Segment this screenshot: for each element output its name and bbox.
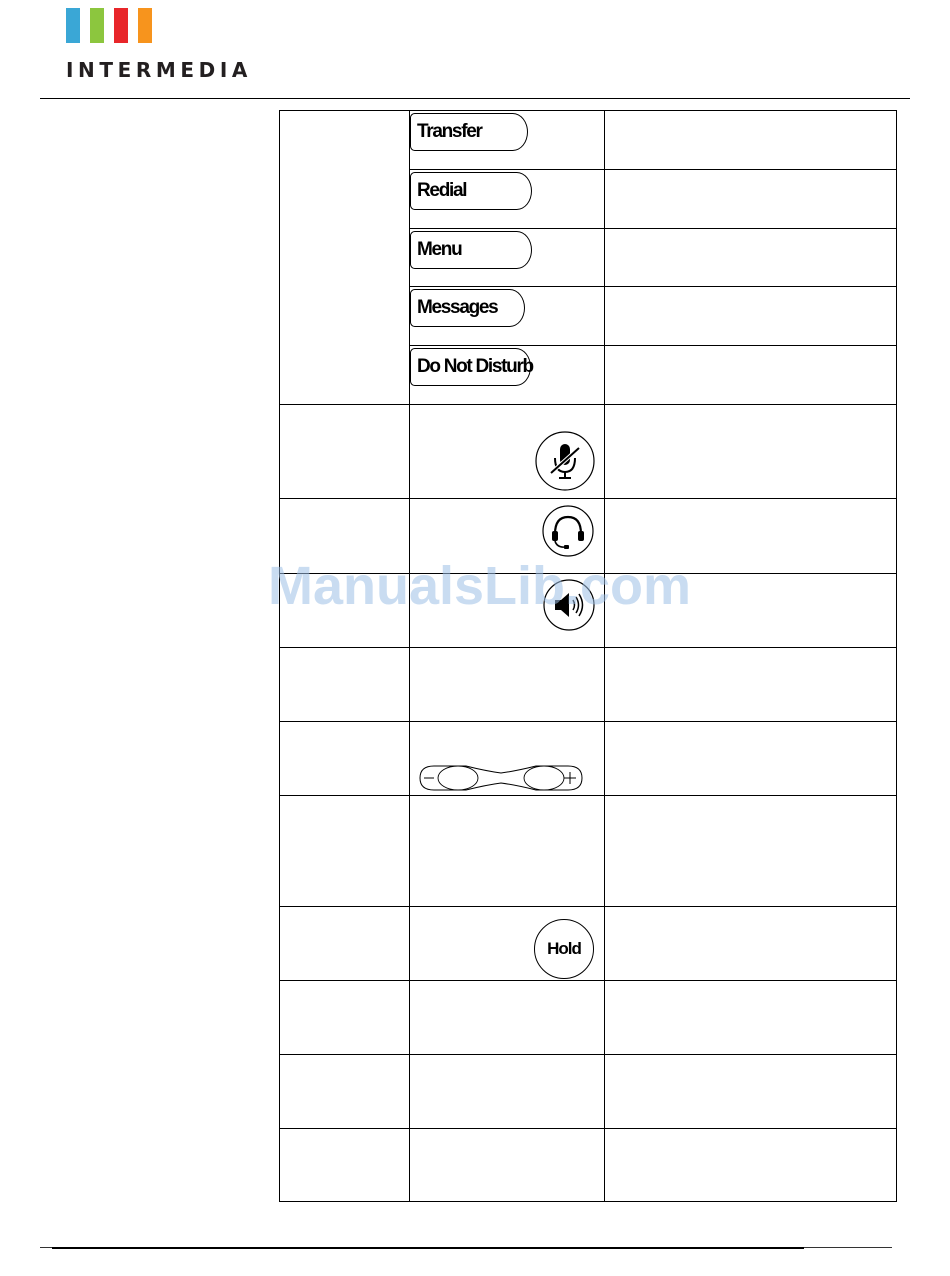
row-divider — [409, 345, 897, 346]
row-divider — [280, 795, 897, 796]
logo-bar-blue — [66, 8, 80, 43]
logo-bar-orange — [138, 8, 152, 43]
row-divider — [280, 404, 897, 405]
row-divider — [280, 1128, 897, 1129]
footer-rule-thick — [52, 1247, 804, 1249]
softkey-label: Do Not Disturb — [417, 356, 533, 377]
header-rule — [40, 98, 910, 99]
softkey-label: Transfer — [417, 121, 482, 142]
logo-bar-green — [90, 8, 104, 43]
microphone-muted-icon — [534, 430, 596, 492]
row-divider — [280, 647, 897, 648]
redial-softkey — [410, 172, 532, 210]
column-divider — [604, 111, 605, 1201]
messages-softkey — [410, 289, 525, 327]
hold-key — [534, 919, 594, 979]
logo-wordmark: INTERMEDIA — [66, 58, 252, 82]
logo-bar-red — [114, 8, 128, 43]
row-divider — [280, 1054, 897, 1055]
row-divider — [280, 498, 897, 499]
hold-key-label: Hold — [547, 939, 581, 958]
row-divider — [280, 721, 897, 722]
column-divider — [409, 111, 410, 1201]
intermedia-logo — [66, 8, 256, 83]
row-divider — [409, 169, 897, 170]
row-divider — [280, 573, 897, 574]
headset-icon — [541, 504, 595, 558]
transfer-softkey — [410, 113, 528, 151]
key-reference-table — [279, 110, 897, 1202]
softkey-label: Redial — [417, 180, 467, 201]
do-not-disturb-softkey — [410, 348, 531, 386]
speaker-icon — [542, 578, 596, 632]
softkey-label: Menu — [417, 239, 462, 260]
row-divider — [280, 906, 897, 907]
menu-softkey — [410, 231, 532, 269]
volume-rocker-icon — [416, 763, 586, 793]
row-divider — [280, 980, 897, 981]
row-divider — [409, 286, 897, 287]
softkey-label: Messages — [417, 297, 498, 318]
watermark: ManualsLib.com — [268, 556, 692, 616]
row-divider — [409, 228, 897, 229]
